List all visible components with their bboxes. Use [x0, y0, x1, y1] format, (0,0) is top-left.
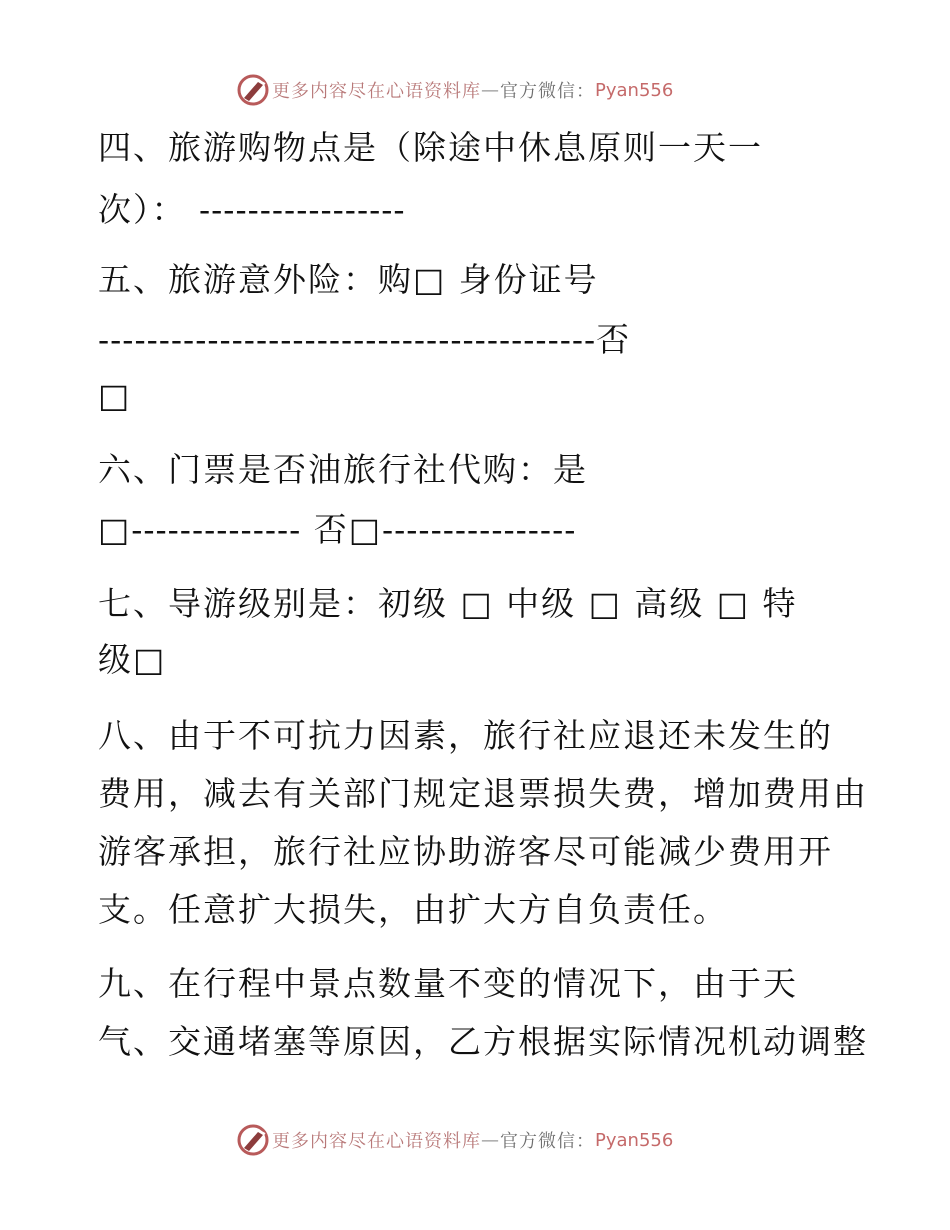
item-8-line-3: 游客承担，旅行社应协助游客尽可能减少费用开 — [98, 832, 833, 871]
item-5-no-checkbox: □ — [98, 376, 132, 415]
footer-watermark — [236, 1122, 673, 1158]
item-8-line-1: 八、由于不可抗力因素，旅行社应退还未发生的 — [98, 716, 833, 755]
blank-shopping-points: ----------------- — [199, 190, 406, 229]
header-watermark — [236, 72, 673, 108]
item-6-yes-checkbox: □ — [98, 510, 132, 549]
item-6-line-1: 六、门票是否油旅行社代购：是 — [98, 450, 588, 489]
item-8-line-4: 支。任意扩大损失，由扩大方自负责任。 — [98, 890, 728, 929]
footer-separator: — — [481, 1129, 500, 1151]
item-4-line-2-text: 次）： — [98, 190, 187, 229]
footer-wechat-label: 官方微信： — [500, 1131, 595, 1152]
item-8-line-2: 费用，减去有关部门规定退票损失费，增加费用由 — [98, 774, 868, 813]
item-5-line-2 — [98, 320, 852, 360]
item-6-no-label: 否□ — [301, 510, 382, 549]
header-wechat-label: 官方微信： — [500, 81, 595, 102]
item-4-line-1: 四、旅游购物点是（除途中休息原则一天一 — [98, 128, 763, 167]
footer-wechat-id: Pyan556 — [595, 1129, 674, 1151]
item-9-line-1: 九、在行程中景点数量不变的情况下，由于天 — [98, 964, 798, 1003]
item-7-line-2: 级□ — [98, 640, 167, 679]
blank-ticket-no: ---------------- — [381, 510, 577, 549]
item-4-line-2 — [98, 190, 852, 230]
blank-id-number: ----------------------------------------- — [98, 320, 597, 359]
item-5-no-label: 否 — [596, 320, 632, 359]
item-9-line-2: 气、交通堵塞等原因，乙方根据实际情况机动调整 — [98, 1022, 868, 1061]
header-separator: — — [481, 79, 500, 101]
pen-logo-icon — [236, 73, 270, 107]
item-6-line-2 — [98, 510, 852, 550]
item-5-line-1: 五、旅游意外险：购□ 身份证号 — [98, 260, 599, 299]
item-7-line-1: 七、导游级别是：初级 □ 中级 □ 高级 □ 特 — [98, 584, 798, 623]
footer-text: 更多内容尽在心语资料库 — [272, 1131, 481, 1152]
header-text: 更多内容尽在心语资料库 — [272, 81, 481, 102]
blank-ticket-yes: -------------- — [131, 510, 302, 549]
pen-logo-icon — [236, 1123, 270, 1157]
header-wechat-id: Pyan556 — [595, 79, 674, 101]
